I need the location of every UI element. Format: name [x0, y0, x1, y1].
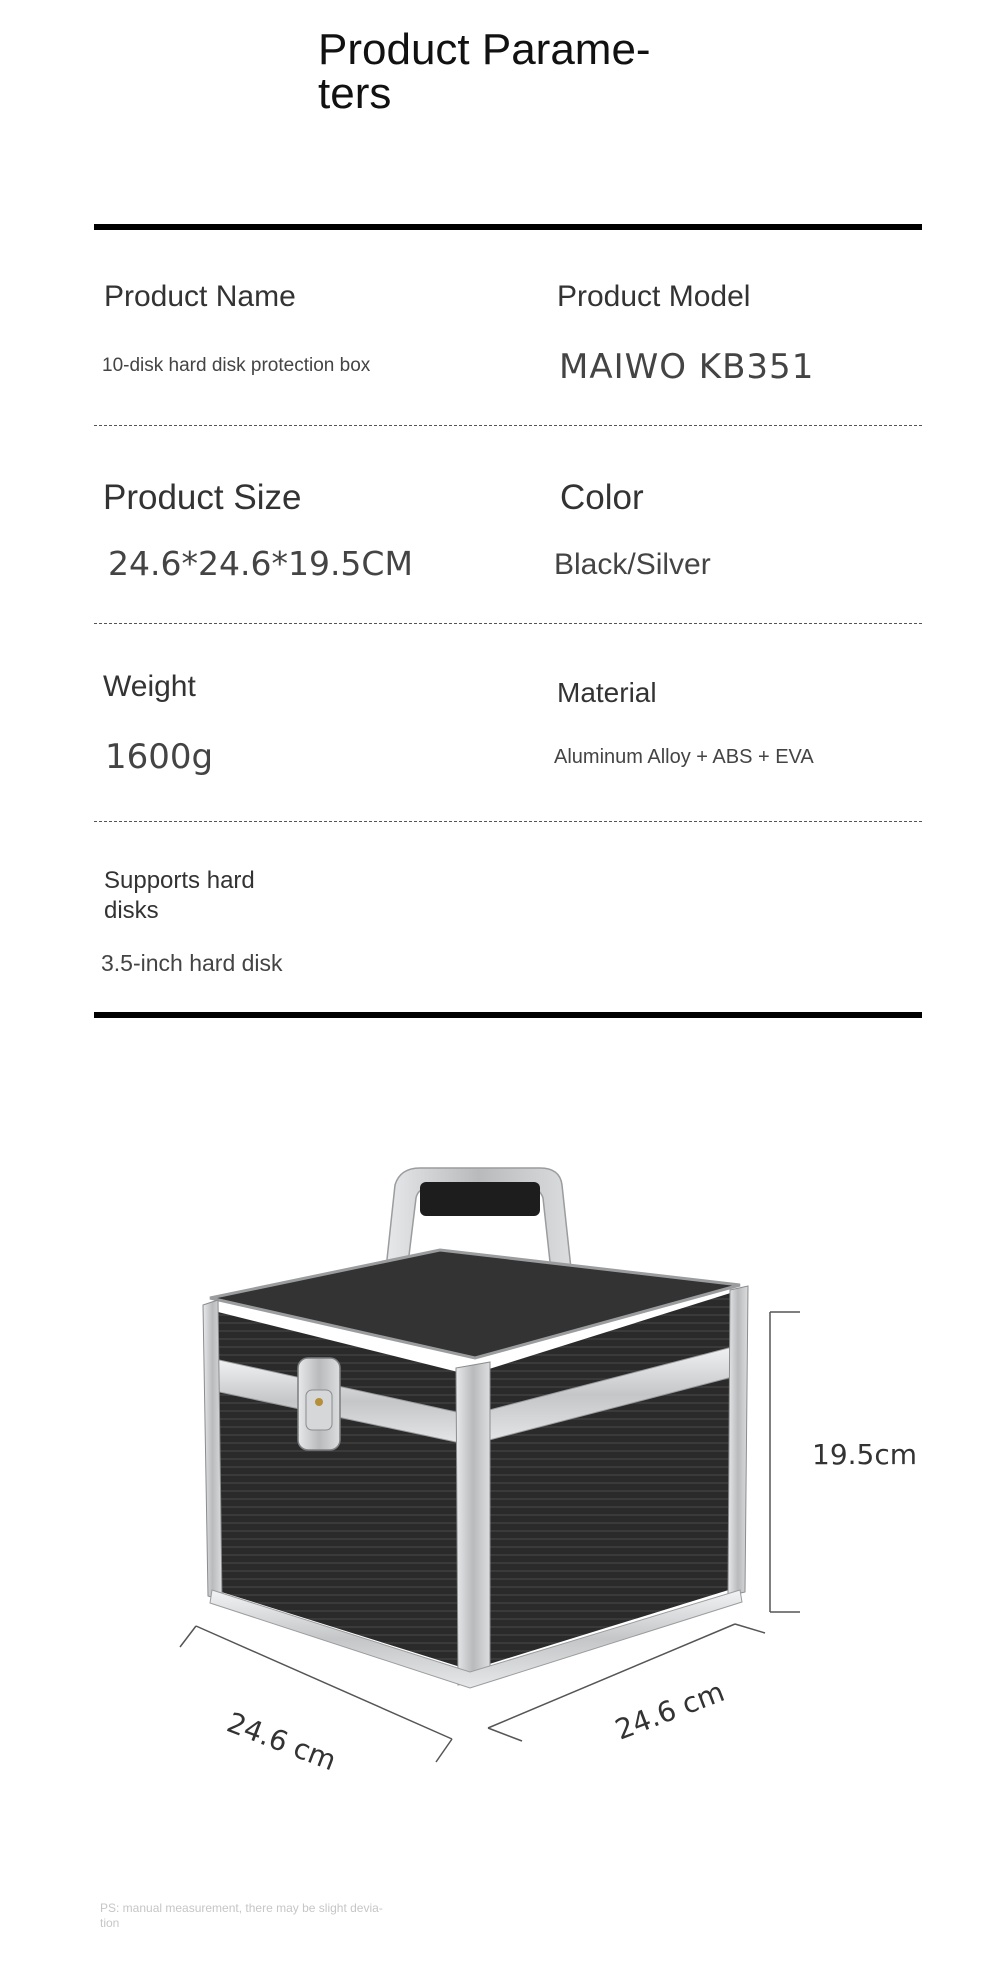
height-dimension-label: 19.5cm — [812, 1438, 918, 1471]
material-value: Aluminum Alloy + ABS + EVA — [554, 746, 814, 768]
product-name-label: Product Name — [104, 280, 296, 313]
page-title-line-1: Product Parame- — [318, 25, 651, 74]
material-label: Material — [557, 677, 657, 708]
color-value: Black/Silver — [554, 548, 711, 581]
table-bottom-rule — [94, 1012, 922, 1018]
supports-label-line-1: Supports hard — [104, 867, 255, 894]
product-model-label: Product Model — [557, 280, 751, 313]
product-figure — [0, 1100, 1000, 1780]
case-center-edge — [456, 1362, 490, 1685]
supports-value: 3.5-inch hard disk — [101, 950, 283, 976]
case-right-edge — [728, 1286, 748, 1596]
height-dimension — [770, 1312, 800, 1612]
weight-label: Weight — [103, 670, 196, 703]
measurement-note — [100, 1901, 440, 1931]
depth-dimension-label: 24.6 cm — [610, 1674, 729, 1747]
page-title-line-2: ters — [318, 69, 392, 118]
color-label: Color — [560, 478, 644, 517]
measurement-note-line-2: tion — [100, 1916, 120, 1930]
product-size-value: 24.6*24.6*19.5CM — [108, 544, 413, 583]
row-divider-2 — [94, 623, 922, 624]
product-model-value: MAIWO KB351 — [559, 347, 815, 387]
supports-label — [104, 866, 255, 926]
supports-label-line-2: disks — [104, 897, 159, 924]
page-title — [318, 25, 718, 118]
row-divider-1 — [94, 425, 922, 426]
measurement-note-line-1: PS: manual measurement, there may be slight devia- — [100, 1901, 383, 1915]
product-name-value: 10-disk hard disk protection box — [102, 355, 371, 376]
case-latch — [298, 1358, 340, 1450]
product-size-label: Product Size — [103, 478, 302, 517]
table-top-rule — [94, 224, 922, 230]
weight-value: 1600g — [105, 737, 214, 777]
row-divider-3 — [94, 821, 922, 822]
width-dimension-label: 24.6 cm — [222, 1705, 341, 1778]
